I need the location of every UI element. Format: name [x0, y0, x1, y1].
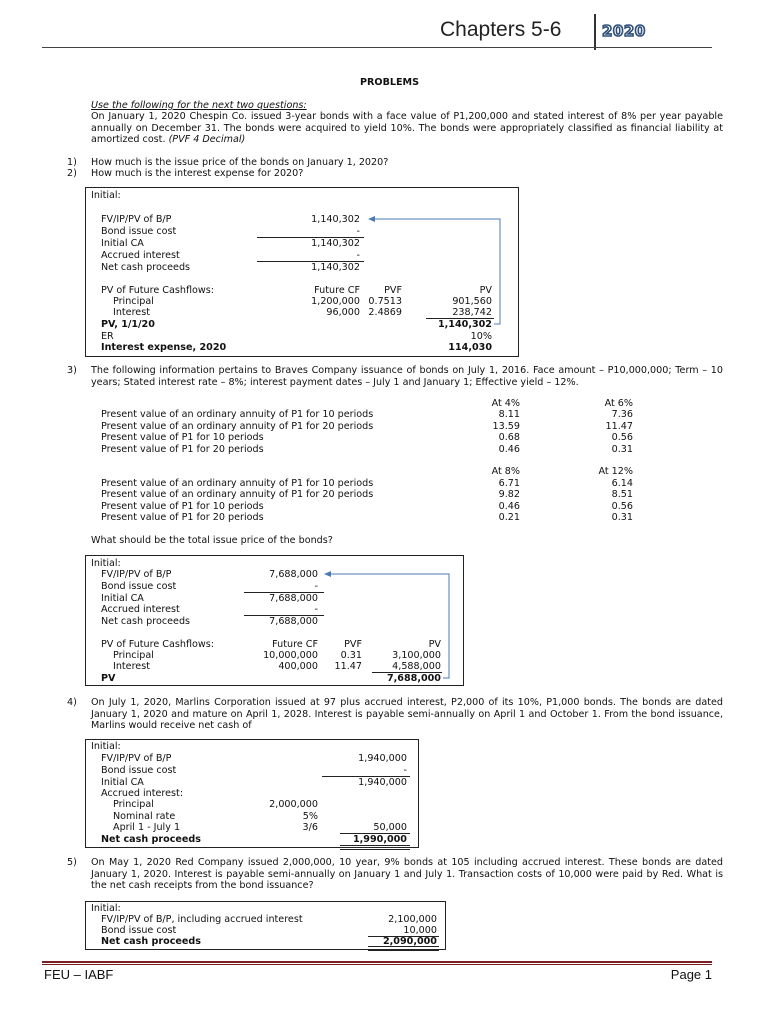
- table1-label: Present value of P1 for 20 periods: [101, 444, 264, 455]
- footer-page: Page 1: [670, 967, 712, 982]
- box2-pv-total-value: 7,688,000: [386, 673, 441, 684]
- box2-initial: Initial:: [91, 558, 121, 569]
- table1-label: Present value of P1 for 10 periods: [101, 432, 264, 443]
- footer-left: FEU – IABF: [44, 967, 114, 982]
- box2-interest-label: Interest: [113, 661, 150, 672]
- table2-value-b: 8.51: [611, 489, 633, 500]
- box2-value-ai: -: [314, 604, 318, 615]
- table1-header-a: At 4%: [491, 398, 520, 409]
- box1-value-fv: 1,140,302: [311, 214, 360, 225]
- q2-number: 2): [67, 168, 77, 179]
- box3-label-fv: FV/IP/PV of B/P: [101, 753, 172, 764]
- q2-text: How much is the interest expense for 2020?: [91, 168, 304, 179]
- box1-ie-value: 114,030: [448, 342, 492, 353]
- table2-value-a: 6.71: [498, 478, 520, 489]
- table1-label: Present value of an ordinary annuity of P1 for 20 periods: [101, 421, 374, 432]
- box1-label-ncp: Net cash proceeds: [101, 262, 191, 273]
- table2-value-a: 0.21: [498, 512, 520, 523]
- box1-interest-label: Interest: [113, 307, 150, 318]
- table1-value-b: 0.31: [611, 444, 633, 455]
- table1-header-b: At 6%: [604, 398, 633, 409]
- table2-label: Present value of P1 for 20 periods: [101, 512, 264, 523]
- box2-principal-pv: 3,100,000: [392, 650, 441, 661]
- box1-label-ai: Accrued interest: [101, 250, 180, 261]
- table1-label: Present value of an ordinary annuity of P1 for 10 periods: [101, 409, 374, 420]
- box1-label-fv: FV/IP/PV of B/P: [101, 214, 172, 225]
- box4-label-fv: FV/IP/PV of B/P, including accrued interest: [101, 914, 303, 925]
- box3-value-ica: 1,940,000: [358, 777, 407, 788]
- footer-rule-thin: [42, 964, 712, 965]
- box1-label-ica: Initial CA: [101, 238, 144, 249]
- table1-value-b: 7.36: [611, 409, 633, 420]
- table1-value-a: 8.11: [498, 409, 520, 420]
- intro-lead: Use the following for the next two questions:: [91, 100, 307, 111]
- table1-value-a: 0.68: [498, 432, 520, 443]
- box3-sub-rate-value: 5%: [302, 811, 318, 822]
- box4-label-bic: Bond issue cost: [101, 925, 177, 936]
- q1-number: 1): [67, 157, 77, 168]
- box4-initial: Initial:: [91, 903, 121, 914]
- table1-value-b: 11.47: [605, 421, 633, 432]
- box2-pvf-header: PVF: [344, 639, 362, 650]
- box2-interest-pvf: 11.47: [334, 661, 362, 672]
- box1-pv-total-value: 1,140,302: [437, 319, 492, 330]
- box4-total-label: Net cash proceeds: [101, 936, 201, 947]
- box2-value-ica: 7,688,000: [269, 593, 318, 604]
- box3-sub-period-value: 3/6: [302, 822, 318, 833]
- box3-total-value: 1,990,000: [352, 834, 407, 845]
- box2-pv-col-header: PV: [428, 639, 441, 650]
- box3-label-ica: Initial CA: [101, 777, 144, 788]
- q1-text: How much is the issue price of the bonds on January 1, 2020?: [91, 157, 389, 168]
- box3-value-fv: 1,940,000: [358, 753, 407, 764]
- box1-principal-pv: 901,560: [452, 296, 492, 307]
- box1-fcf-header: Future CF: [314, 285, 360, 296]
- table1-value-b: 0.56: [611, 432, 633, 443]
- box1-initial: Initial:: [91, 190, 121, 201]
- box1-value-ncp: 1,140,302: [311, 262, 360, 273]
- table2-label: Present value of an ordinary annuity of P1 for 20 periods: [101, 489, 374, 500]
- box2-value-fv: 7,688,000: [269, 569, 318, 580]
- box3-sub-principal-label: Principal: [113, 799, 154, 810]
- box2-principal-fcf: 10,000,000: [263, 650, 318, 661]
- header-title: Chapters 5-6: [440, 18, 562, 41]
- table1-value-a: 13.59: [492, 421, 520, 432]
- box3-label-ai: Accrued interest:: [101, 788, 184, 799]
- box1-pv-header: PV of Future Cashflows:: [101, 285, 214, 296]
- box4-total-value: 2,090,000: [382, 936, 437, 947]
- table2-label: Present value of an ordinary annuity of P1 for 10 periods: [101, 478, 374, 489]
- box3-sub-period-label: April 1 - July 1: [113, 822, 181, 833]
- box2-principal-label: Principal: [113, 650, 154, 661]
- box1-interest-fcf: 96,000: [326, 307, 360, 318]
- box1-pv-col-header: PV: [479, 285, 492, 296]
- box3-initial: Initial:: [91, 741, 121, 752]
- box2-interest-pv: 4,588,000: [392, 661, 441, 672]
- intro-note: (PVF 4 Decimal): [168, 134, 246, 146]
- box2-label-bic: Bond issue cost: [101, 581, 177, 592]
- table2-value-b: 0.56: [611, 501, 633, 512]
- box2-interest-fcf: 400,000: [278, 661, 318, 672]
- box4-double-rule: [368, 946, 439, 951]
- table2-value-a: 0.46: [498, 501, 520, 512]
- box3-double-rule: [340, 845, 410, 850]
- box2-value-ncp: 7,688,000: [269, 616, 318, 627]
- section-title: PROBLEMS: [360, 77, 420, 88]
- box1-principal-label: Principal: [113, 296, 154, 307]
- q5-text: On May 1, 2020 Red Company issued 2,000,000, 10 year, 9% bonds at 105 including accrued interest. These bonds are dated January 1, 2020. Interest is payable semi-annually on January 1 and July 1. Transaction costs of 10,000 were paid by Red. What is the net cash receipts from the bond issuance?: [91, 857, 723, 892]
- box1-er-label: ER: [101, 331, 114, 342]
- table2-header-b: At 12%: [598, 466, 633, 477]
- box1-pvf-header: PVF: [384, 285, 402, 296]
- box2-value-bic: -: [314, 581, 318, 592]
- box1-principal-pvf: 0.7513: [368, 296, 402, 307]
- box2-principal-pvf: 0.31: [340, 650, 362, 661]
- box2-label-ai: Accrued interest: [101, 604, 180, 615]
- footer-rule: [42, 961, 712, 963]
- table2-label: Present value of P1 for 10 periods: [101, 501, 264, 512]
- box1-er-value: 10%: [470, 331, 492, 342]
- box4-value-bic: 10,000: [403, 925, 437, 936]
- table1-value-a: 0.46: [498, 444, 520, 455]
- box1-label-bic: Bond issue cost: [101, 226, 177, 237]
- box3-accrued-value: 50,000: [373, 822, 407, 833]
- table2-value-a: 9.82: [498, 489, 520, 500]
- box3-sub-rate-label: Nominal rate: [113, 811, 176, 822]
- q5-number: 5): [67, 857, 77, 868]
- box3-sub-principal-value: 2,000,000: [269, 799, 318, 810]
- q3-number: 3): [67, 365, 77, 376]
- box2-label-fv: FV/IP/PV of B/P: [101, 569, 172, 580]
- header-year: 2020: [602, 22, 646, 40]
- box2-pv-header: PV of Future Cashflows:: [101, 639, 214, 650]
- box2-label-ica: Initial CA: [101, 593, 144, 604]
- box3-value-bic: -: [403, 765, 407, 776]
- box1-principal-fcf: 1,200,000: [311, 296, 360, 307]
- box2-pv-total-label: PV: [101, 673, 116, 684]
- box1-interest-pv: 238,742: [452, 307, 492, 318]
- box1-value-ai: -: [356, 250, 360, 261]
- box1-value-bic: -: [356, 226, 360, 237]
- box3-label-bic: Bond issue cost: [101, 765, 177, 776]
- q3-text: The following information pertains to Braves Company issuance of bonds on July 1, 2016. Face amount – P10,000,000; Term – 10 years; Stated interest rate – 8%; interest payment dates – July 1 and January 1; Effective yield – 12%.: [91, 365, 723, 388]
- table2-value-b: 0.31: [611, 512, 633, 523]
- box1-pv-total-label: PV, 1/1/20: [101, 319, 155, 330]
- box3-total-label: Net cash proceeds: [101, 834, 201, 845]
- box1-ie-label: Interest expense, 2020: [101, 342, 227, 353]
- q4-number: 4): [67, 697, 77, 708]
- box2-fcf-header: Future CF: [272, 639, 318, 650]
- box1-interest-pvf: 2.4869: [368, 307, 402, 318]
- box1-value-ica: 1,140,302: [311, 238, 360, 249]
- box4-value-fv: 2,100,000: [388, 914, 437, 925]
- box2-label-ncp: Net cash proceeds: [101, 616, 191, 627]
- q3-question: What should be the total issue price of the bonds?: [91, 535, 333, 546]
- q4-text: On July 1, 2020, Marlins Corporation issued at 97 plus accrued interest, P2,000 of its 10%, P1,000 bonds. The bonds are dated January 1, 2020 and mature on April 1, 2028. Interest is payable semi-annually on April 1 and October 1. From the bond issuance, Marlins would receive net cash of: [91, 697, 723, 732]
- intro-text: On January 1, 2020 Chespin Co. issued 3-year bonds with a face value of P1,200,000 and stated interest of 8% per year payable annually on December 31. The bonds were acquired to yield 10%. The bonds were appropriately classified as financial liability at amortized cost.: [91, 111, 723, 146]
- table2-header-a: At 8%: [491, 466, 520, 477]
- table2-value-b: 6.14: [611, 478, 633, 489]
